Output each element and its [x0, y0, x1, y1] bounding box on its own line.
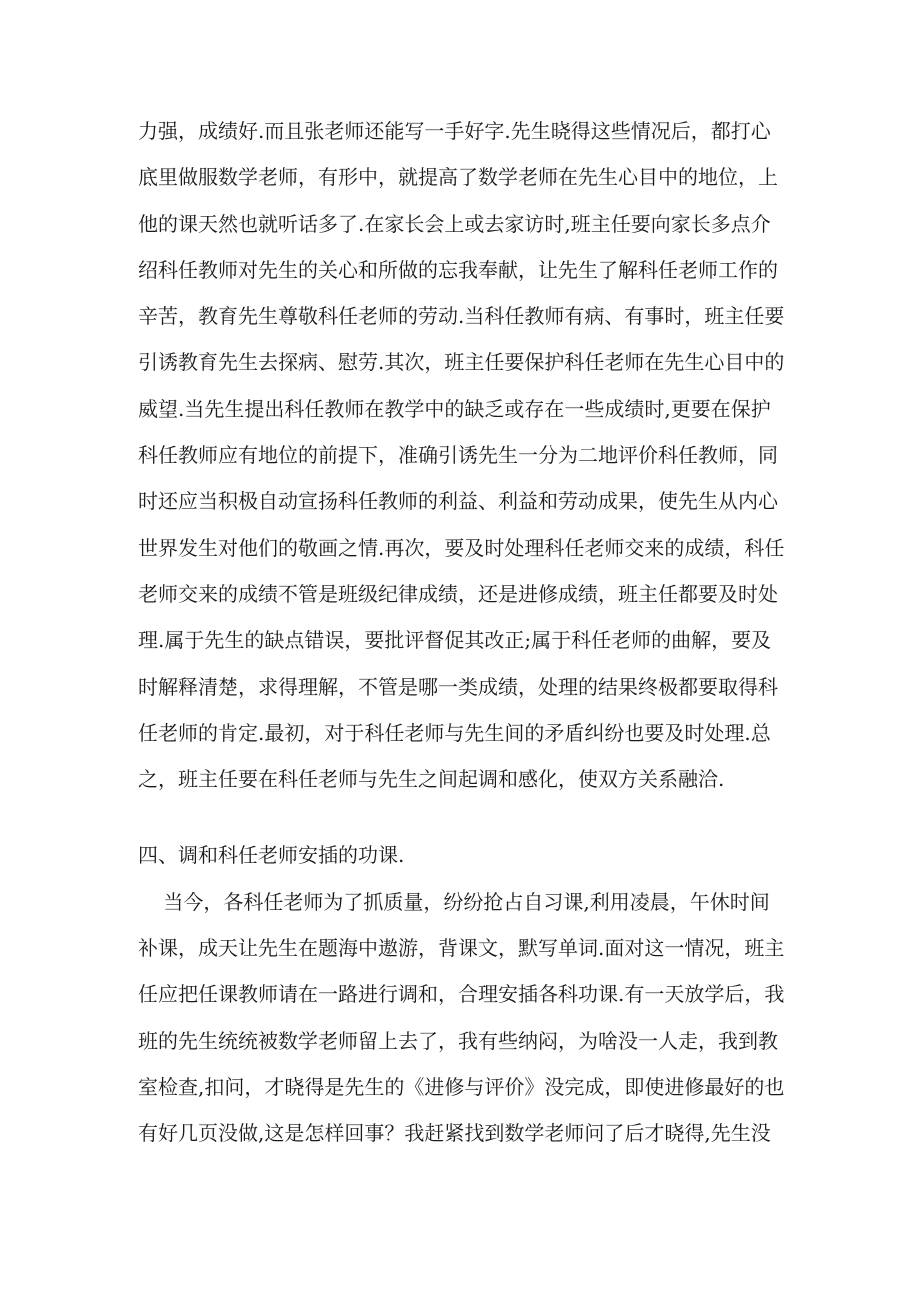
text-line: 补课，成天让先生在题海中遨游，背课文，默写单词.面对这一情况，班主 — [138, 936, 785, 961]
text-line: 科任教师应有地位的前提下，准确引诱先生一分为二地评价科任教师，同 — [138, 443, 778, 468]
text-line: 力强，成绩好.而且张老师还能写一手好字.先生晓得这些情况后，都打心 — [138, 119, 771, 143]
section-heading: 四、调和科任老师安插的功课. — [138, 843, 405, 868]
text-line: 班的先生统统被数学老师留上去了，我有些纳闷，为啥没一人走，我到教 — [138, 1028, 778, 1053]
text-line: 当今，各科任老师为了抓质量，纷纷抢占自习课,利用凌晨，午休时间 — [138, 889, 770, 914]
text-line: 辛苦，教育先生尊敬科任老师的劳动.当科任教师有病、有事时，班主任要 — [138, 304, 785, 329]
text-line: 任应把任课教师请在一路进行调和，合理安插各科功课.有一天放学后，我 — [138, 982, 785, 1007]
paragraph-spacer — [138, 802, 788, 832]
document-body — [138, 108, 788, 1157]
text-line: 世界发生对他们的敬画之情.再次，要及时处理科任老师交来的成绩，科任 — [138, 535, 785, 560]
text-line: 老师交来的成绩不管是班级纪律成绩，还是进修成绩，班主任都要及时处 — [138, 581, 778, 606]
paragraph-continuation — [138, 108, 788, 802]
text-line: 底里做服数学老师，有形中，就提高了数学老师在先生心目中的地位，上 — [138, 165, 778, 190]
text-line: 他的课天然也就听话多了.在家长会上或去家访时,班主任要向家长多点介 — [138, 211, 771, 236]
text-line: 威望.当先生提出科任教师在教学中的缺乏或存在一些成绩时,更要在保护 — [138, 396, 771, 421]
text-line: 绍科任教师对先生的关心和所做的忘我奉献，让先生了解科任老师工作的 — [138, 257, 778, 282]
text-line: 时解释清楚，求得理解，不管是哪一类成绩，处理的结果终极都要取得科 — [138, 674, 778, 699]
text-line: 时还应当积极自动宣扬科任教师的利益、利益和劳动成果，使先生从内心 — [138, 489, 778, 514]
text-line: 理.属于先生的缺点错误，要批评督促其改正;属于科任老师的曲解，要及 — [138, 628, 772, 653]
text-line: 之，班主任要在科任老师与先生之间起调和感化，使双方关系融洽. — [138, 767, 725, 792]
text-line: 有好几页没做,这是怎样回事？我赶紧找到数学老师问了后才晓得,先生没 — [138, 1121, 771, 1146]
paragraph-body — [138, 879, 788, 1157]
text-line: 引诱教育先生去探病、慰劳.其次，班主任要保护科任老师在先生心目中的 — [138, 350, 785, 375]
text-line: 任老师的肯定.最初，对于科任老师与先生间的矛盾纠纷也要及时处理.总 — [138, 720, 771, 745]
text-line: 室检查,扣问，才晓得是先生的《进修与评价》没完成，即使进修最好的也 — [138, 1074, 785, 1099]
